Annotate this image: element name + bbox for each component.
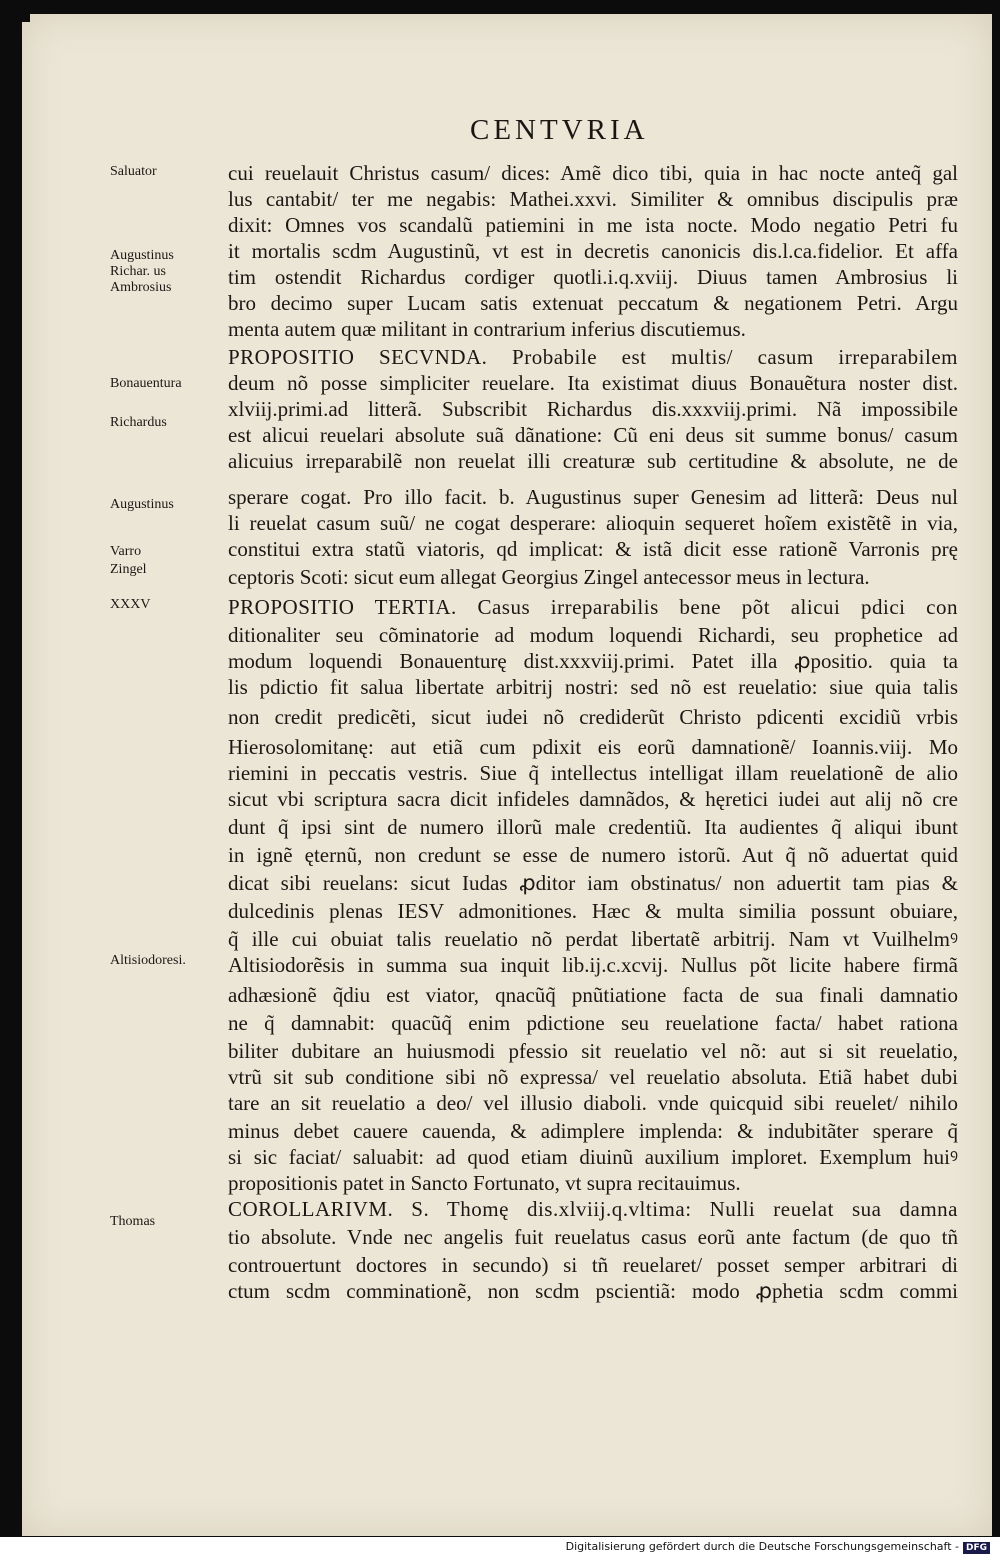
text-line: propositionis patet in Sancto Fortunato, vt supra recitauimus. [228, 1171, 741, 1195]
footer-credit [566, 1540, 990, 1554]
text-line: menta autem quæ militant in contrarium inferius discutiemus. [228, 317, 746, 341]
text-line: li reuelat casum suũ/ ne cogat desperare: alioquin sequeret hoĩem existẽtẽ in via, [228, 511, 958, 535]
text-line: Altisiodorẽsis in summa sua inquit lib.ij.c.xcvij. Nullus põt licite habere firmã [228, 953, 958, 977]
text-line: ctum scdm comminationẽ, non scdm pscientiã: modo ꝓphetia scdm commi [228, 1279, 958, 1303]
footer-credit-text: Digitalisierung gefördert durch die Deutsche Forschungsgemeinschaft - [565, 1540, 959, 1553]
text-line: tare an sit reuelatio a deo/ vel illusio diaboli. vnde quicquid sibi reuelet/ nihilo [228, 1091, 958, 1115]
text-line: riemini in peccatis vestris. Siue q̃ intellectus intelligat illam reuelationẽ de alio [228, 761, 958, 785]
text-line: in ignẽ ęternũ, non credunt se esse de numero istorũ. Aut q̃ nõ aduertat quid [228, 843, 958, 867]
marginal-note: Saluator [110, 164, 157, 179]
text-line: ne q̃ damnabit: quacũq̃ enim pdictione seu reuelatione facta/ habet rationa [228, 1011, 958, 1035]
digitization-footer [0, 1537, 1000, 1558]
marginal-note: Thomas [110, 1214, 156, 1229]
text-line: non credit predicẽti, sicut iudei nõ crediderũt Christo pdicenti excidiũ vrbis [228, 705, 958, 729]
text-line: cui reuelauit Christus casum/ dices: Amẽ dico tibi, quia in hac nocte anteq̃ gal [228, 161, 958, 185]
text-line: controuertunt doctores in secundo) si tñ reuelaret/ posset semper arbitrari di [228, 1253, 958, 1277]
text-line: si sic faciat/ saluabit: ad quod etiam diuinũ auxilium imploret. Exemplum huiꝰ [228, 1145, 958, 1169]
text-line: est alicui reuelari absolute suã dãnatione: Cũ eni deus sit summe bonus/ casum [228, 423, 958, 447]
text-line: xlviij.primi.ad litterã. Subscribit Richardus dis.xxxviij.primi. Nã impossibile [228, 397, 958, 421]
section-heading-line: PROPOSITIO TERTIA. Casus irreparabilis bene põt alicui pdici con [228, 595, 958, 619]
marginal-note: Varro [110, 544, 142, 559]
text-line: adhæsionẽ q̃diu est viator, qnacũq̃ pnũtiatione facta de sua finali damnatio [228, 983, 958, 1007]
text-line: modum loquendi Bonauenturę dist.xxxviij.primi. Patet illa ꝓpositio. quia ta [228, 649, 958, 673]
text-line: ditionaliter seu cõminatorie ad modum loquendi Richardi, seu prophetice ad [228, 623, 958, 647]
marginal-note: Richar. us [110, 264, 166, 279]
text-line: dunt q̃ ipsi sint de numero illorũ male credentiũ. Ita audientes q̃ aliqui ibunt [228, 815, 958, 839]
text-line: tim ostendit Richardus cordiger quotli.i.q.xviij. Diuus tamen Ambrosius li [228, 265, 958, 289]
marginal-note: Richardus [110, 415, 167, 430]
text-line: constitui extra statũ viatoris, qd implicat: & istã dicit esse rationẽ Varronis prę [228, 537, 958, 561]
text-line: it mortalis scdm Augustinũ, vt est in decretis canonicis dis.l.ca.fidelior. Et affa [228, 239, 958, 263]
marginal-note: Bonauentura [110, 376, 182, 391]
section-heading-line: PROPOSITIO SECVNDA. Probabile est multis/ casum irreparabilem [228, 345, 958, 369]
text-line: minus debet cauere cauenda, & adimplere implenda: & indubitãter sperare q̃ [228, 1119, 958, 1143]
marginal-note: Augustinus [110, 497, 174, 512]
text-line: alicuius irreparabilẽ non reuelat illi creaturæ sub certitudine & absolute, ne de [228, 449, 958, 473]
marginal-note: XXXV [110, 597, 151, 612]
text-line: sicut vbi scriptura sacra dicit infideles damnãdos, & hęretici iudei aut alij nõ cre [228, 787, 958, 811]
text-line: dicat sibi reuelans: sicut Iudas ꝓditor iam obstinatus/ non aduertit tam pias & [228, 871, 958, 895]
text-line: dulcedinis plenas IESV admonitiones. Hæc & multa similia possunt obuiare, [228, 899, 958, 923]
text-line: Hierosolomitanę: aut etiã cum pdixit eis eorũ damnationẽ/ Ioannis.viij. Mo [228, 735, 958, 759]
marginal-note: Altisiodoresi. [110, 953, 186, 968]
text-line: lus cantabit/ ter me negabis: Mathei.xxvi. Similiter & omnibus discipulis præ [228, 187, 958, 211]
running-head: CENTVRIA [470, 114, 649, 146]
text-line: q̃ ille cui obuiat talis reuelatio nõ perdat libertatẽ arbitrij. Nam vt Vuilhelmꝰ [228, 927, 958, 951]
section-heading-line: COROLLARIVM. S. Thomę dis.xlviij.q.vltima: Nulli reuelat sua damna [228, 1197, 958, 1221]
text-line: tio absolute. Vnde nec angelis fuit reuelatus casus eorũ ante factum (de quo tñ [228, 1225, 958, 1249]
text-line: lis pdictio fit salua libertate arbitrij nostri: sed nõ est reuelatio: siue quia talis [228, 675, 958, 699]
dfg-logo: DFG [963, 1542, 990, 1554]
text-line: ceptoris Scoti: sicut eum allegat Georgius Zingel antecessor meus in lectura. [228, 565, 870, 589]
text-line: deum nõ posse simpliciter reuelare. Ita existimat diuus Bonauẽtura noster dist. [228, 371, 958, 395]
text-line: dixit: Omnes vos scandalũ patiemini in me ista nocte. Modo negatio Petri fu [228, 213, 958, 237]
marginal-note: Ambrosius [110, 280, 172, 295]
marginal-note: Augustinus [110, 248, 174, 263]
text-line: bro decimo super Lucam satis extenuat peccatum & negationem Petri. Argu [228, 291, 958, 315]
text-line: vtrũ sit sub conditione sibi nõ expressa/ vel reuelatio absoluta. Etiã habet dubi [228, 1065, 958, 1089]
text-line: sperare cogat. Pro illo facit. b. Augustinus super Genesim ad litterã: Deus nul [228, 485, 958, 509]
text-line: biliter dubitare an huiusmodi pfessio sit reuelatio vel nõ: aut si sit reuelatio, [228, 1039, 958, 1063]
marginal-note: Zingel [110, 562, 147, 577]
